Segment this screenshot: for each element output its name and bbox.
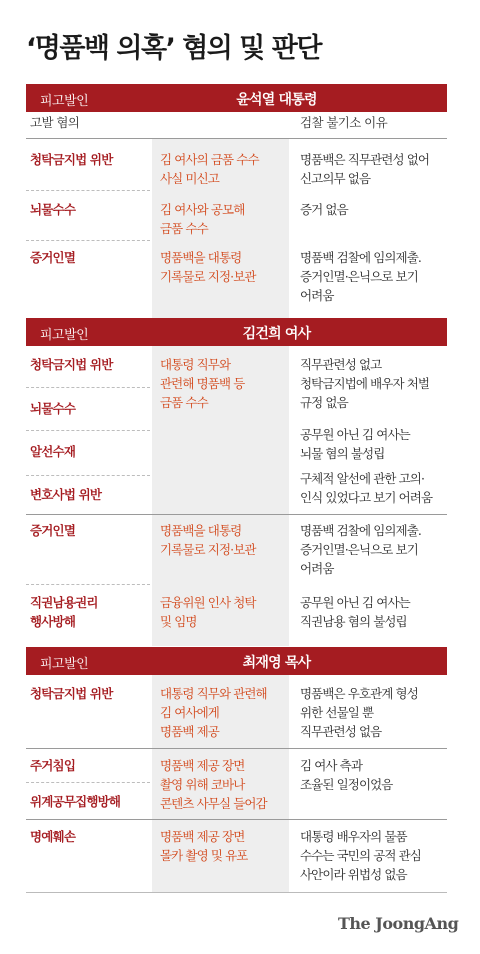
reason-cell: 김 여사 측과 조율된 일정이었음 (300, 758, 393, 792)
fact-cell: 대통령 직무와 관련해 명품백 등 금품 수수 (160, 357, 245, 410)
charge-cell: 주거침입 (30, 758, 76, 773)
section-name: 윤석열 대통령 (236, 92, 317, 108)
section-header-choi (26, 647, 447, 675)
fact-cell: 명품백을 대통령 기록물로 지정·보관 (160, 250, 256, 284)
charge-cell: 뇌물수수 (30, 401, 76, 416)
fact-cell: 명품백을 대통령 기록물로 지정·보관 (160, 523, 256, 557)
reason-cell: 명품백 검찰에 임의제출. 증거인멸·은닉으로 보기 어려움 (300, 250, 421, 303)
charge-cell: 청탁금지법 위반 (30, 357, 113, 372)
charge-cell: 뇌물수수 (30, 202, 76, 217)
reason-cell: 직무관련성 없고 청탁금지법에 배우자 처벌 규정 없음 (300, 357, 430, 410)
section-name: 김건희 여사 (242, 326, 311, 342)
divider (26, 892, 447, 893)
reason-cell: 공무원 아닌 김 여사는 뇌물 혐의 불성립 (300, 427, 410, 461)
charge-cell: 증거인멸 (30, 523, 76, 538)
row-separator (26, 387, 150, 388)
reason-cell: 구체적 알선에 관한 고의· 인식 있었다고 보기 어려움 (300, 471, 433, 505)
section-label: 피고발인 (40, 94, 89, 109)
row-separator (26, 584, 150, 585)
section-header-yoon (26, 84, 447, 112)
section-label: 피고발인 (40, 657, 89, 672)
charge-cell: 알선수재 (30, 444, 76, 459)
row-separator (26, 430, 150, 431)
reason-cell: 명품백은 직무관련성 없어 신고의무 없음 (300, 152, 430, 186)
reason-cell: 증거 없음 (300, 202, 348, 217)
charge-cell: 청탁금지법 위반 (30, 686, 113, 701)
reason-cell: 공무원 아닌 김 여사는 직권남용 혐의 불성립 (300, 595, 410, 629)
divider (26, 748, 447, 749)
row-separator (26, 782, 150, 783)
column-header-reason: 검찰 불기소 이유 (300, 115, 388, 130)
reason-cell: 대통령 배우자의 물품 수수는 국민의 공적 관심 사안이라 위법성 없음 (300, 829, 421, 882)
divider (26, 514, 447, 515)
charge-cell: 위계공무집행방해 (30, 794, 121, 809)
reason-cell: 명품백 검찰에 임의제출. 증거인멸·은닉으로 보기 어려움 (300, 523, 421, 576)
section-header-kim (26, 318, 447, 346)
section-label: 피고발인 (40, 328, 89, 343)
publisher-logo: The JoongAng (338, 914, 459, 933)
charge-cell: 청탁금지법 위반 (30, 152, 113, 167)
column-header-charge: 고발 혐의 (30, 115, 80, 130)
divider (26, 819, 447, 820)
charge-cell: 증거인멸 (30, 250, 76, 265)
fact-cell: 명품백 제공 장면 몰카 촬영 및 유포 (160, 829, 248, 863)
fact-cell: 김 여사와 공모해 금품 수수 (160, 202, 245, 236)
charge-cell: 직권남용권리 행사방해 (30, 595, 98, 629)
row-separator (26, 240, 150, 241)
fact-cell: 금융위원 인사 청탁 및 임명 (160, 595, 256, 629)
fact-cell: 명품백 제공 장면 촬영 위해 코바나 콘텐츠 사무실 들어감 (160, 758, 267, 811)
charge-cell: 변호사법 위반 (30, 487, 102, 502)
reason-cell: 명품백은 우호관계 형성 위한 선물일 뿐 직무관련성 없음 (300, 686, 418, 739)
row-separator (26, 190, 150, 191)
fact-cell: 대통령 직무와 관련해 김 여사에게 명품백 제공 (160, 686, 267, 739)
fact-cell: 김 여사의 금품 수수 사실 미신고 (160, 152, 259, 186)
page-title: ‘명품백 의혹’ 혐의 및 판단 (26, 33, 321, 64)
charge-cell: 명예훼손 (30, 829, 76, 844)
row-separator (26, 475, 150, 476)
section-name: 최재영 목사 (242, 655, 311, 671)
